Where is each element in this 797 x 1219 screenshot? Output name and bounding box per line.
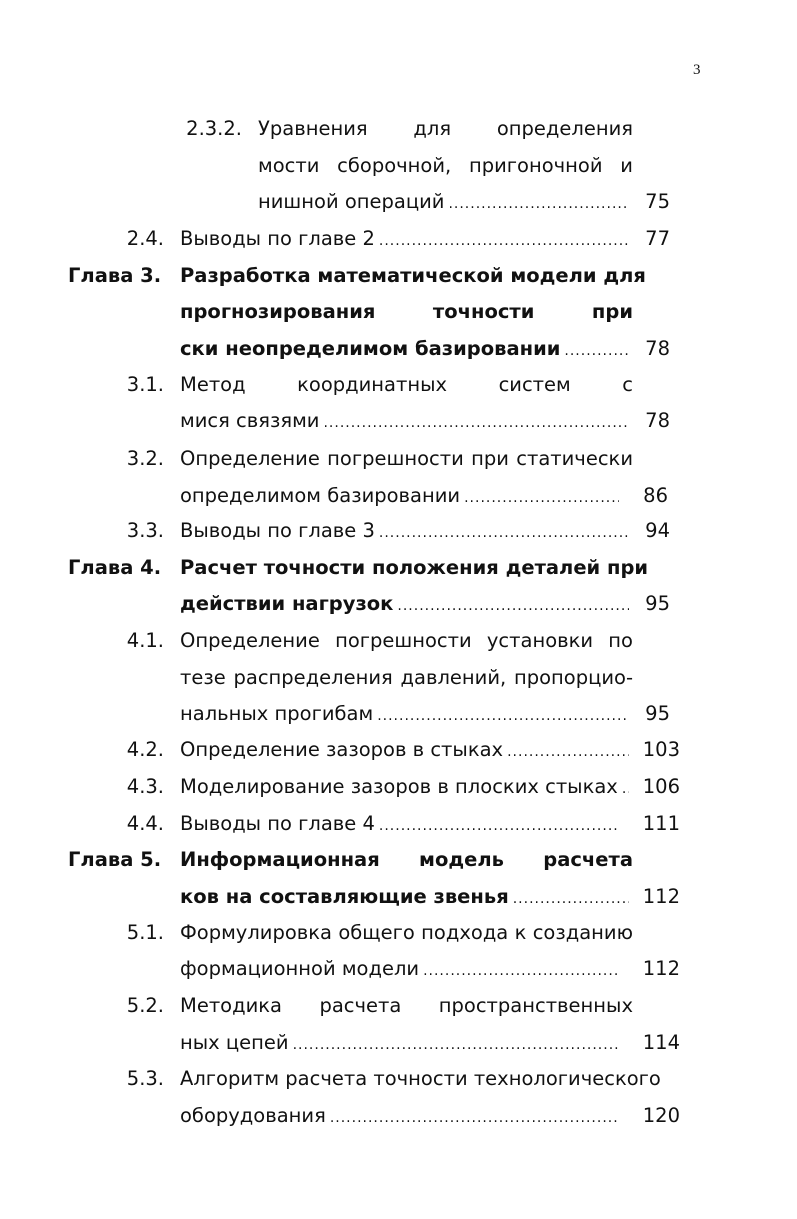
chapter-number: Глава 3.: [68, 264, 162, 287]
chapter-title-line: Информационная модель расчета: [180, 848, 633, 871]
toc-line: Моделирование зазоров в плоских стыках: [180, 775, 618, 798]
toc-line: Формулировка общего подхода к созданию: [180, 921, 633, 944]
chapter-number: Глава 5.: [68, 848, 162, 871]
chapter-number: Глава 4.: [68, 556, 162, 579]
toc-leader-line: [180, 408, 633, 436]
dot-leader: [379, 520, 629, 546]
chapter-title-line: прогнозирования точности при: [180, 300, 633, 323]
toc-page: 120: [642, 1104, 680, 1127]
dot-leader: [507, 739, 629, 765]
toc-line: формационной модели: [180, 957, 420, 980]
toc-number: 3.3.: [126, 519, 164, 542]
toc-page: 112: [642, 885, 680, 908]
toc-page: 78: [645, 409, 670, 432]
toc-leader-line: [180, 1103, 623, 1131]
toc-line: Метод координатных систем с: [180, 373, 633, 396]
toc-line: оборудования: [180, 1104, 326, 1127]
toc-line: Методика расчета пространственных: [180, 994, 633, 1017]
dot-leader: [513, 886, 629, 912]
dot-leader: [293, 1032, 619, 1058]
dot-leader: [323, 410, 629, 436]
toc-page: 75: [645, 190, 670, 213]
toc-number: 4.4.: [126, 812, 164, 835]
toc-number: 3.2.: [126, 447, 164, 470]
toc-leader-line: [180, 811, 623, 839]
toc-number: 4.3.: [126, 775, 164, 798]
toc-leader-line: [180, 483, 623, 511]
toc-leader-line: [180, 701, 633, 729]
toc-line: мися связями: [180, 409, 320, 432]
toc-line: Определение погрешности установки по: [180, 629, 633, 652]
toc-number: 4.2.: [126, 738, 164, 761]
chapter-title-line: ски неопределимом базировании: [180, 337, 561, 360]
toc-page: 111: [642, 812, 680, 835]
toc-leader-line: [180, 884, 633, 912]
toc-number: 2.4.: [126, 227, 164, 250]
toc-leader-line: [180, 774, 633, 802]
toc-line: нальных прогибам: [180, 702, 374, 725]
dot-leader: [448, 191, 629, 217]
toc-page: 86: [643, 484, 668, 507]
page-number: 3: [693, 62, 701, 78]
dot-leader: [330, 1105, 619, 1131]
toc-line: Алгоритм расчета точности технологического: [180, 1067, 661, 1090]
toc-leader-line: [180, 737, 633, 765]
toc-page: 95: [645, 592, 670, 615]
dot-leader: [379, 228, 629, 254]
toc-line: Выводы по главе 4: [180, 812, 375, 835]
toc-page: 94: [645, 519, 670, 542]
toc-number: 5.2.: [126, 994, 164, 1017]
toc-number: 3.1.: [126, 373, 164, 396]
toc-page: 77: [645, 227, 670, 250]
dot-leader: [379, 813, 619, 839]
dot-leader: [464, 485, 619, 511]
toc-page: 78: [645, 337, 670, 360]
toc-leader-line: [258, 189, 633, 217]
dot-leader: [377, 703, 629, 729]
dot-leader: [397, 593, 629, 619]
toc-leader-line: [180, 226, 633, 254]
chapter-title-line: Разработка математической модели для: [180, 264, 646, 287]
toc-line: Уравнения для определения: [258, 117, 633, 140]
toc-page: 114: [642, 1031, 680, 1054]
toc-line: тезе распределения давлений, пропорцио-: [180, 666, 633, 689]
toc-line: Выводы по главе 3: [180, 519, 375, 542]
chapter-title-line: Расчет точности положения деталей при: [180, 556, 649, 579]
toc-line: ных цепей: [180, 1031, 289, 1054]
toc-leader-line: [180, 591, 633, 619]
toc-page: 112: [642, 957, 680, 980]
toc-line: Определение зазоров в стыках: [180, 738, 504, 761]
toc-number: 5.3.: [126, 1067, 164, 1090]
toc-number: 5.1.: [126, 921, 164, 944]
toc-leader-line: [180, 1030, 623, 1058]
toc-leader-line: [180, 336, 633, 364]
toc-line: Выводы по главе 2: [180, 227, 375, 250]
toc-page: 103: [642, 738, 680, 761]
toc-line: определимом базировании: [180, 484, 461, 507]
dot-leader: [423, 958, 619, 984]
toc-page: 95: [645, 702, 670, 725]
toc-number: 4.1.: [126, 629, 164, 652]
toc-leader-line: [180, 518, 633, 546]
toc-number: 2.3.2.: [186, 117, 242, 140]
chapter-title-line: действии нагрузок: [180, 592, 394, 615]
toc-page: 106: [642, 775, 680, 798]
chapter-title-line: ков на составляющие звенья: [180, 885, 509, 908]
toc-leader-line: [180, 956, 623, 984]
toc-line: Определение погрешности при статически: [180, 447, 633, 470]
toc-line: нишной операций: [258, 190, 445, 213]
toc-line: мости сборочной, пригоночной и: [258, 154, 633, 177]
